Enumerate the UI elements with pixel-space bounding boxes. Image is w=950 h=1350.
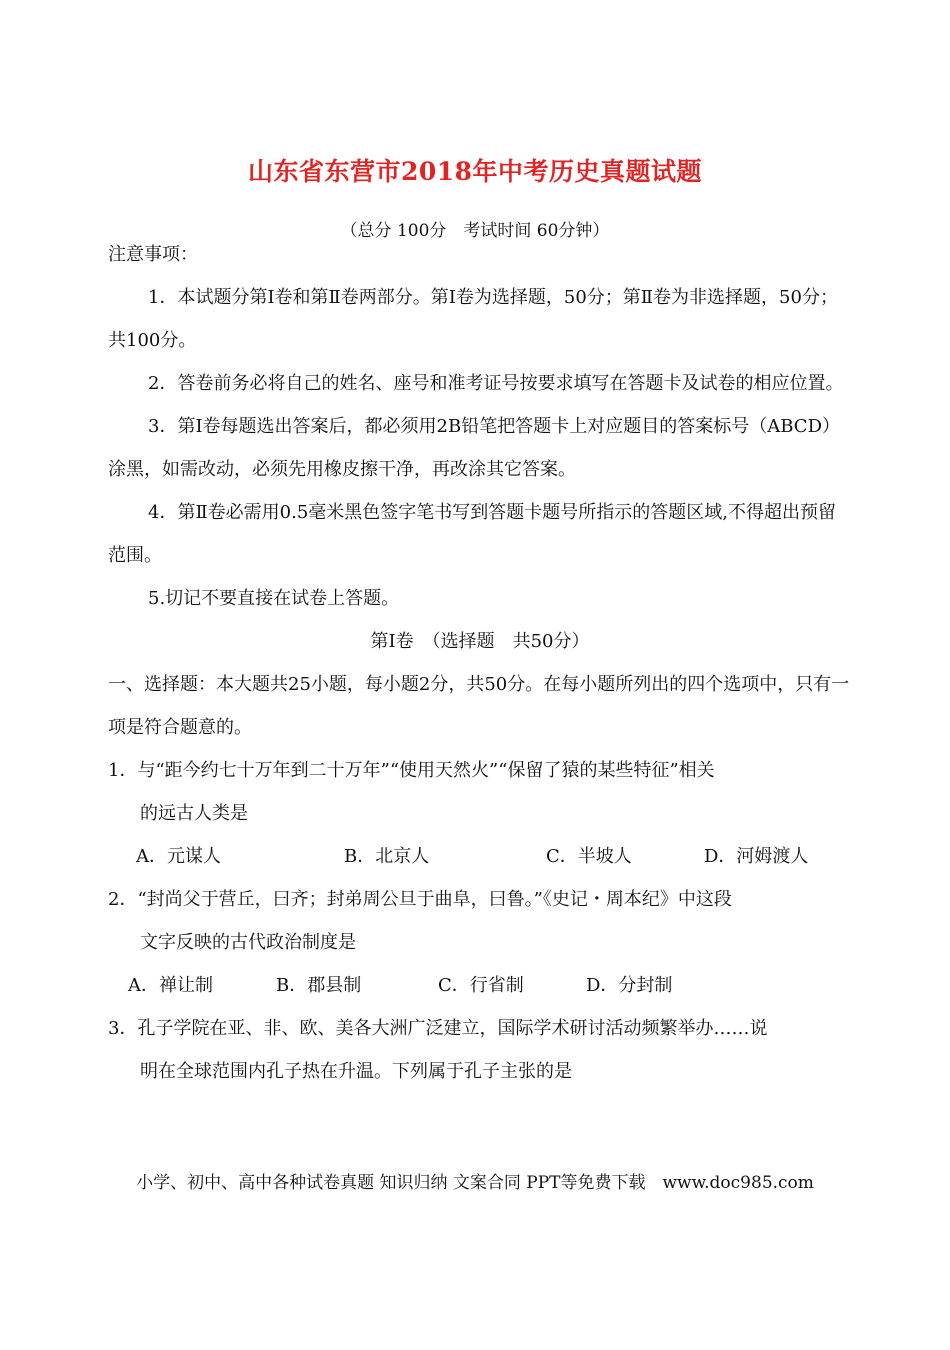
option-d: D．分封制 [586,975,673,996]
option-a: A．禅让制 [128,975,213,996]
exam-subtitle: （总分 100分 考试时间 60分钟） [340,221,610,241]
question-stem-cont: 明在全球范围内孔子热在升温。下列属于孔子主张的是 [140,1061,572,1082]
notice-item: 5.切记不要直接在试卷上答题。 [148,588,400,609]
section-heading: 第Ⅰ卷 （选择题 共50分） [370,631,590,652]
question-stem: 3．孔子学院在亚、非、欧、美各大洲广泛建立，国际学术研讨活动频繁举办……说 [108,1018,768,1039]
notice-item: 3．第Ⅰ卷每题选出答案后，都必须用2B铅笔把答题卡上对应题目的答案标号（ABCD）涂黑，如需改动，必须先用橡皮擦干净，再改涂其它答案。 [108,416,841,480]
question-options [108,964,852,1007]
notice-item: 4．第Ⅱ卷必需用0.5毫米黑色签字笔书写到答题卡题号所指示的答题区域,不得超出预留范围。 [108,502,837,566]
notice-item: 1．本试题分第Ⅰ卷和第Ⅱ卷两部分。第Ⅰ卷为选择题，50分；第Ⅱ卷为非选择题，50分；共100分。 [108,287,838,351]
question-stem: 2．“封尚父于营丘，曰齐；封弟周公旦于曲阜，曰鲁。”《史记・周本纪》中这段 [108,889,732,910]
option-a: A．元谋人 [136,846,221,867]
notice-item: 2．答卷前务必将自己的姓名、座号和准考证号按要求填写在答题卡及试卷的相应位置。 [148,373,844,394]
notice-heading: 注意事项： [108,244,198,265]
option-b: B．北京人 [344,846,430,867]
question-stem: 1．与“距今约七十万年到二十万年”“使用天然火”“保留了猿的某些特征”相关 [108,760,715,781]
option-c: C．半坡人 [546,846,632,867]
option-b: B．郡县制 [276,975,362,996]
question-options [108,835,852,878]
exam-body [108,233,852,1093]
option-d: D．河姆渡人 [704,846,809,867]
question-stem-cont: 的远古人类是 [140,803,248,824]
exam-title: 山东省东营市2018年中考历史真题试题 [247,157,703,186]
question-stem-cont: 文字反映的古代政治制度是 [140,932,356,953]
page-footer: 小学、初中、高中各种试卷真题 知识归纳 文案合同 PPT等免费下载 www.doc985.com [136,1173,814,1193]
option-c: C．行省制 [438,975,524,996]
section-intro: 一、选择题：本大题共25小题，每小题2分，共50分。在每小题所列出的四个选项中，只有一项是符合题意的。 [108,674,850,738]
